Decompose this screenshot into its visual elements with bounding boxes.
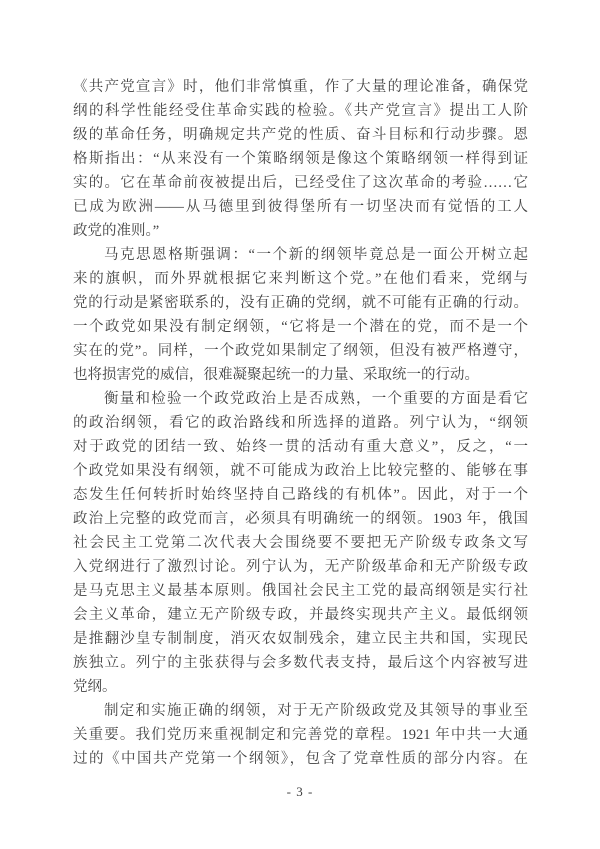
text-line: 是马克思主义最基本原则。俄国社会民主工党的最高纲领是实行社 xyxy=(73,583,528,599)
text-line: 过的《中国共产党第一个纲领》，包含了党章性质的部分内容。在 xyxy=(73,751,528,767)
text-line: 社会民主工党第二次代表大会围绕要不要把无产阶级专政条文写 xyxy=(73,535,528,551)
text-line: 格斯指出：“从来没有一个策略纲领是像这个策略纲领一样得到证 xyxy=(73,151,528,167)
text-line: 实的。它在革命前夜被提出后，已经受住了这次革命的考验……它 xyxy=(73,175,528,191)
text-line: 来的旗帜，而外界就根据它来判断这个党。”在他们看来，党纲与 xyxy=(73,271,528,287)
text-line: 党的行动是紧密联系的，没有正确的党纲，就不可能有正确的行动。 xyxy=(73,295,528,311)
text-line: 实在的党”。同样，一个政党如果制定了纲领，但没有被严格遵守， xyxy=(73,343,528,359)
text-line: 党纲。 xyxy=(73,679,117,695)
text-line: 政党的准则。” xyxy=(73,223,160,239)
text-line: 纲的科学性能经受住革命实践的检验。《共产党宣言》提出工人阶 xyxy=(73,103,528,119)
text-line: 级的革命任务，明确规定共产党的性质、奋斗目标和行动步骤。恩 xyxy=(73,127,528,143)
paragraph xyxy=(73,699,528,771)
text-line: 是推翻沙皇专制制度，消灭农奴制残余，建立民主共和国，实现民 xyxy=(73,631,528,647)
text-line: 的政治纲领，看它的政治路线和所选择的道路。列宁认为，“纲领 xyxy=(73,415,528,431)
text-line: 个政党如果没有纲领，就不可能成为政治上比较完整的、能够在事 xyxy=(73,463,528,479)
text-line: 政治上完整的政党而言，必须具有明确统一的纲领。1903 年，俄国 xyxy=(73,511,528,527)
paragraph xyxy=(73,243,528,387)
text-line: 马克思恩格斯强调：“一个新的纲领毕竟总是一面公开树立起 xyxy=(104,247,528,263)
text-line: 态发生任何转折时始终坚持自己路线的有机体”。因此，对于一个 xyxy=(73,487,528,503)
text-line: 已成为欧洲——从马德里到彼得堡所有一切坚决而有觉悟的工人 xyxy=(73,199,528,215)
text-line: 《共产党宣言》时，他们非常慎重，作了大量的理论准备，确保党 xyxy=(73,79,528,95)
text-line: 一个政党如果没有制定纲领，“它将是一个潜在的党，而不是一个 xyxy=(73,319,528,335)
paragraph xyxy=(73,387,528,699)
page-number: - 3 - xyxy=(286,784,314,799)
text-line: 会主义革命，建立无产阶级专政，并最终实现共产主义。最低纲领 xyxy=(73,607,528,623)
text-line: 衡量和检验一个政党政治上是否成熟，一个重要的方面是看它 xyxy=(104,391,528,407)
text-line: 也将损害党的威信，很难凝聚起统一的力量、采取统一的行动。 xyxy=(73,367,479,383)
text-line: 对于政党的团结一致、始终一贯的活动有重大意义”，反之，“一 xyxy=(73,439,528,455)
paragraph xyxy=(73,75,528,243)
text-block xyxy=(73,75,528,771)
text-line: 族独立。列宁的主张获得与会多数代表支持，最后这个内容被写进 xyxy=(73,655,528,671)
text-line: 入党纲进行了激烈讨论。列宁认为，无产阶级革命和无产阶级专政 xyxy=(73,559,528,575)
text-line: 关重要。我们党历来重视制定和完善党的章程。1921 年中共一大通 xyxy=(73,727,528,743)
text-line: 制定和实施正确的纲领，对于无产阶级政党及其领导的事业至 xyxy=(104,703,528,719)
